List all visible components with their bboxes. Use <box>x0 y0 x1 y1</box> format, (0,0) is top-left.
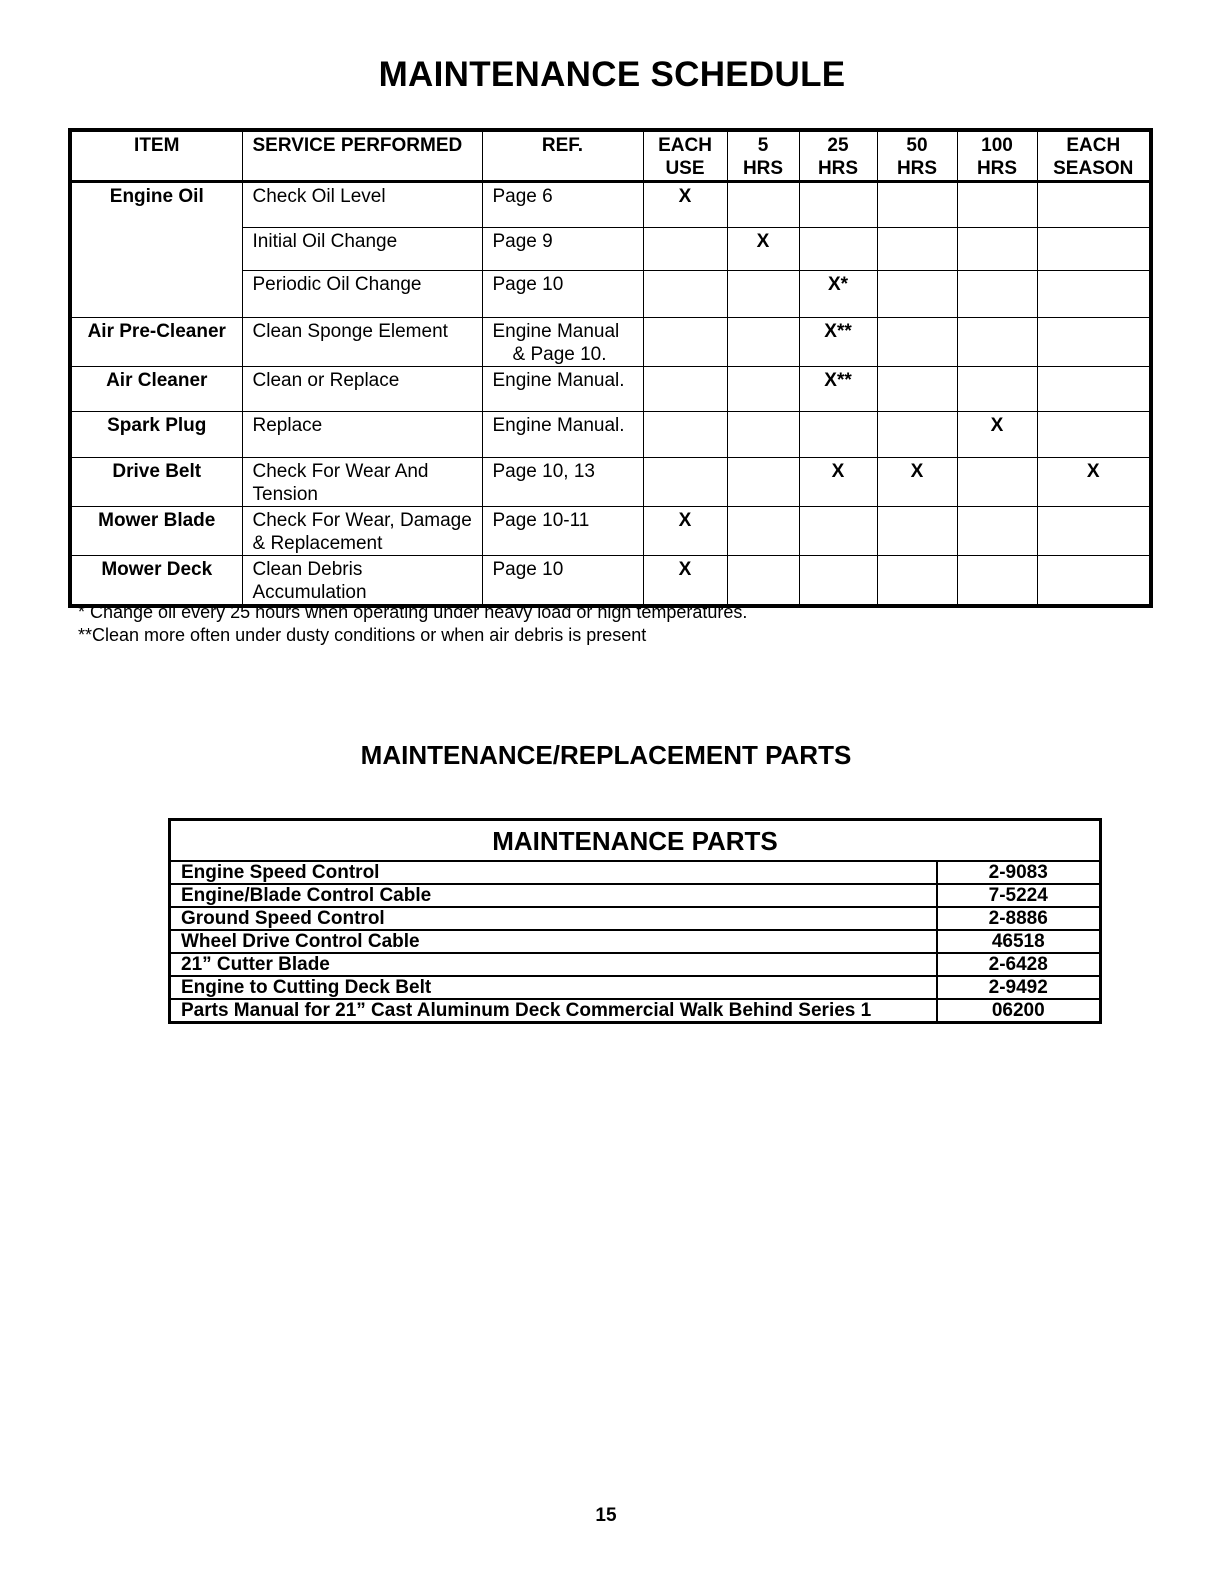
part-name: Parts Manual for 21” Cast Aluminum Deck Commercial Walk Behind Series 1 <box>170 999 937 1023</box>
mark-cell <box>877 412 957 458</box>
item-cell: Mower Deck <box>70 556 242 607</box>
table-row <box>170 999 1101 1023</box>
mark-cell: X* <box>799 271 877 318</box>
mark-cell <box>643 271 727 318</box>
ref-cell: Engine Manual. <box>482 367 643 412</box>
replacement-parts-title: MAINTENANCE/REPLACEMENT PARTS <box>360 740 852 770</box>
mark-cell <box>727 367 799 412</box>
mark-cell: X <box>799 458 877 507</box>
mark-cell <box>1037 367 1151 412</box>
schedule-header-row <box>70 130 1151 182</box>
item-cell <box>70 271 242 318</box>
table-row <box>170 907 1101 930</box>
table-row <box>170 930 1101 953</box>
mark-cell: X <box>643 556 727 607</box>
header-5-hrs: 5 HRS <box>727 130 799 182</box>
mark-cell <box>727 556 799 607</box>
mark-cell <box>643 367 727 412</box>
header-item: ITEM <box>70 130 242 182</box>
part-number: 2-6428 <box>937 953 1101 976</box>
service-cell: Check Oil Level <box>242 182 482 228</box>
mark-cell <box>727 507 799 556</box>
mark-cell <box>727 271 799 318</box>
mark-cell <box>877 182 957 228</box>
mark-cell <box>1037 412 1151 458</box>
parts-table-header: MAINTENANCE PARTS <box>170 820 1101 862</box>
mark-cell <box>957 318 1037 367</box>
item-cell: Air Cleaner <box>70 367 242 412</box>
ref-cell: Page 10, 13 <box>482 458 643 507</box>
part-name: Engine Speed Control <box>170 861 937 884</box>
item-cell: Air Pre-Cleaner <box>70 318 242 367</box>
mark-cell: X** <box>799 318 877 367</box>
header-ref: REF. <box>482 130 643 182</box>
table-row <box>170 861 1101 884</box>
service-cell: Initial Oil Change <box>242 228 482 271</box>
page-title: MAINTENANCE SCHEDULE <box>378 55 846 94</box>
mark-cell <box>799 507 877 556</box>
mark-cell <box>727 182 799 228</box>
mark-cell <box>877 318 957 367</box>
ref-cell: Engine Manual. <box>482 412 643 458</box>
table-row <box>70 458 1151 507</box>
mark-cell: X <box>643 182 727 228</box>
mark-cell: X <box>643 507 727 556</box>
page-number: 15 <box>595 1505 617 1526</box>
mark-cell <box>1037 318 1151 367</box>
part-name: Engine to Cutting Deck Belt <box>170 976 937 999</box>
table-row <box>70 318 1151 367</box>
table-row <box>70 367 1151 412</box>
part-number: 7-5224 <box>937 884 1101 907</box>
item-cell: Drive Belt <box>70 458 242 507</box>
table-row <box>170 884 1101 907</box>
mark-cell <box>643 228 727 271</box>
service-cell: Check For Wear, Damage & Replacement <box>242 507 482 556</box>
table-row <box>70 412 1151 458</box>
mark-cell <box>799 556 877 607</box>
mark-cell <box>877 367 957 412</box>
mark-cell <box>799 182 877 228</box>
mark-cell <box>1037 182 1151 228</box>
ref-cell: Page 9 <box>482 228 643 271</box>
mark-cell <box>957 458 1037 507</box>
footnote-oil: * Change oil every 25 hours when operating under heavy load or high temperatures. <box>78 602 748 622</box>
service-cell: Replace <box>242 412 482 458</box>
mark-cell <box>957 271 1037 318</box>
service-cell: Check For Wear And Tension <box>242 458 482 507</box>
part-name: Wheel Drive Control Cable <box>170 930 937 953</box>
mark-cell <box>877 271 957 318</box>
mark-cell <box>877 228 957 271</box>
mark-cell <box>877 556 957 607</box>
part-number: 2-9083 <box>937 861 1101 884</box>
mark-cell <box>727 412 799 458</box>
part-name: 21” Cutter Blade <box>170 953 937 976</box>
ref-cell: Page 10-11 <box>482 507 643 556</box>
mark-cell <box>1037 228 1151 271</box>
service-cell: Clean Sponge Element <box>242 318 482 367</box>
part-number: 2-9492 <box>937 976 1101 999</box>
table-row <box>170 953 1101 976</box>
mark-cell <box>643 412 727 458</box>
mark-cell: X <box>727 228 799 271</box>
service-cell: Periodic Oil Change <box>242 271 482 318</box>
mark-cell <box>643 458 727 507</box>
mark-cell: X** <box>799 367 877 412</box>
header-each-use: EACH USE <box>643 130 727 182</box>
mark-cell: X <box>1037 458 1151 507</box>
ref-cell: Page 10 <box>482 271 643 318</box>
schedule-footnotes <box>78 601 747 647</box>
mark-cell <box>799 228 877 271</box>
ref-cell: Page 6 <box>482 182 643 228</box>
header-service: SERVICE PERFORMED <box>242 130 482 182</box>
table-row <box>70 507 1151 556</box>
ref-cell: Page 10 <box>482 556 643 607</box>
table-row <box>170 976 1101 999</box>
service-cell: Clean or Replace <box>242 367 482 412</box>
part-name: Engine/Blade Control Cable <box>170 884 937 907</box>
table-row <box>70 228 1151 271</box>
item-cell: Engine Oil <box>70 182 242 228</box>
footnote-clean: **Clean more often under dusty conditions or when air debris is present <box>78 625 647 645</box>
ref-cell: Engine Manual & Page 10. <box>482 318 643 367</box>
maintenance-parts-table <box>168 818 1102 1024</box>
mark-cell <box>799 412 877 458</box>
header-each-season: EACH SEASON <box>1037 130 1151 182</box>
part-number: 46518 <box>937 930 1101 953</box>
mark-cell <box>957 228 1037 271</box>
mark-cell <box>1037 507 1151 556</box>
item-cell: Spark Plug <box>70 412 242 458</box>
table-row <box>70 182 1151 228</box>
mark-cell <box>1037 271 1151 318</box>
mark-cell <box>957 556 1037 607</box>
mark-cell: X <box>957 412 1037 458</box>
mark-cell <box>1037 556 1151 607</box>
maintenance-schedule-table <box>68 128 1153 608</box>
mark-cell <box>957 367 1037 412</box>
mark-cell <box>727 458 799 507</box>
item-cell: Mower Blade <box>70 507 242 556</box>
mark-cell <box>727 318 799 367</box>
header-100-hrs: 100 HRS <box>957 130 1037 182</box>
mark-cell <box>957 507 1037 556</box>
header-25-hrs: 25 HRS <box>799 130 877 182</box>
service-cell: Clean Debris Accumulation <box>242 556 482 607</box>
mark-cell <box>957 182 1037 228</box>
mark-cell <box>877 507 957 556</box>
part-number: 06200 <box>937 999 1101 1023</box>
mark-cell: X <box>877 458 957 507</box>
item-cell <box>70 228 242 271</box>
header-50-hrs: 50 HRS <box>877 130 957 182</box>
table-row <box>70 271 1151 318</box>
table-row <box>70 556 1151 607</box>
part-number: 2-8886 <box>937 907 1101 930</box>
part-name: Ground Speed Control <box>170 907 937 930</box>
mark-cell <box>643 318 727 367</box>
